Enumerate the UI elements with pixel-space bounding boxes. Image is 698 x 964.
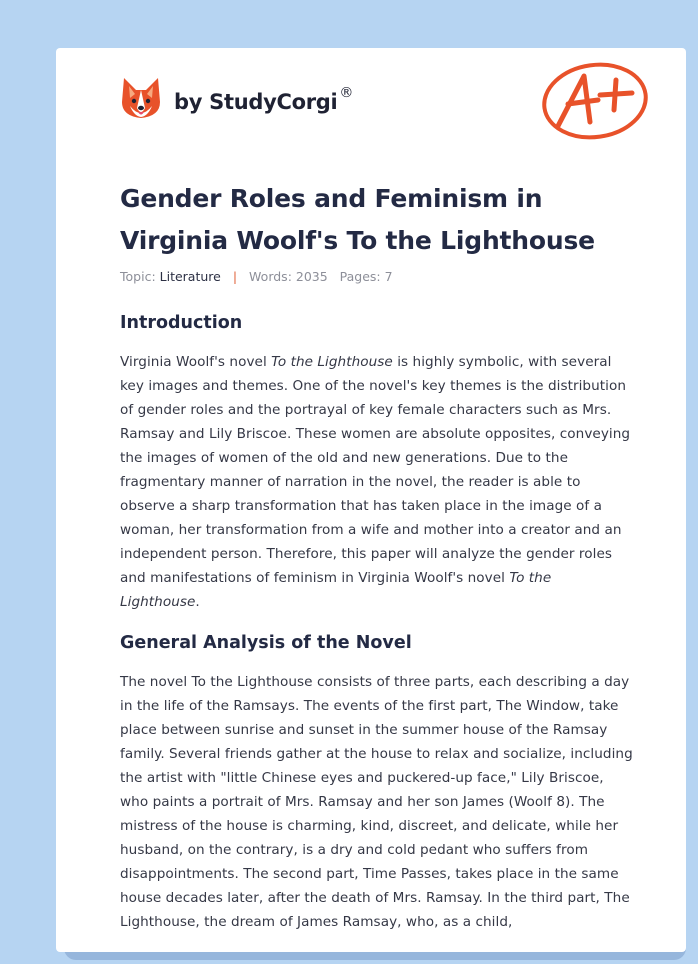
brand-name: by StudyCorgi ® bbox=[174, 84, 354, 114]
words-value: 2035 bbox=[295, 269, 328, 284]
document-page bbox=[56, 48, 686, 952]
document-meta bbox=[120, 269, 393, 284]
words-label: Words: bbox=[249, 269, 292, 284]
pages-value: 7 bbox=[384, 269, 393, 284]
corgi-logo-icon bbox=[120, 76, 162, 120]
pages-label: Pages: bbox=[339, 269, 381, 284]
document-title: Gender Roles and Feminism in Virginia Woolf's To the Lighthouse bbox=[120, 184, 595, 255]
brand-logo[interactable] bbox=[120, 76, 353, 120]
section-heading-introduction: Introduction bbox=[120, 313, 243, 333]
document-body bbox=[120, 310, 635, 950]
header bbox=[120, 72, 650, 152]
meta-separator: | bbox=[232, 269, 238, 284]
introduction-paragraph: Virginia Woolf's novel To the Lighthouse is highly symbolic, with several key images and themes. One of the novel's key themes is the distribution of gender roles and the portrayal of key female characters such as Mrs. Ramsay and Lily Briscoe. These women are absolute opposites, conveying the images of women of the old and new generations. Due to the fragmentary manner of narration in the novel, the reader is able to observe a sharp transformation that has taken place in the image of a woman, her transformation from a wife and mother into a creator and an independent person. Therefore, this paper will analyze the gender roles and manifestations of feminism in Virginia Woolf's novel To the Lighthouse. bbox=[120, 354, 631, 610]
topic-label: Topic: bbox=[120, 269, 156, 284]
topic-value[interactable]: Literature bbox=[159, 269, 221, 284]
a-plus-grade-icon bbox=[540, 60, 650, 146]
general-analysis-paragraph: The novel To the Lighthouse consists of three parts, each describing a day in the life of the Ramsays. The events of the first part, The Window, take place between sunrise and sunset in the summer house of the Ramsay family. Several friends gather at the house to relax and socialize, including the artist with "little Chinese eyes and puckered-up face," Lily Briscoe, who paints a portrait of Mrs. Ramsay and her son James (Woolf 8). The mistress of the house is charming, kind, discreet, and delicate, while her husband, on the contrary, is a dry and cold pedant who suffers from disappointments. The second part, Time Passes, takes place in the same house decades later, after the death of Mrs. Ramsay. In the third part, The Lighthouse, the dream of James Ramsay, who, as a child, bbox=[120, 674, 633, 930]
section-heading-general-analysis: General Analysis of the Novel bbox=[120, 633, 412, 653]
